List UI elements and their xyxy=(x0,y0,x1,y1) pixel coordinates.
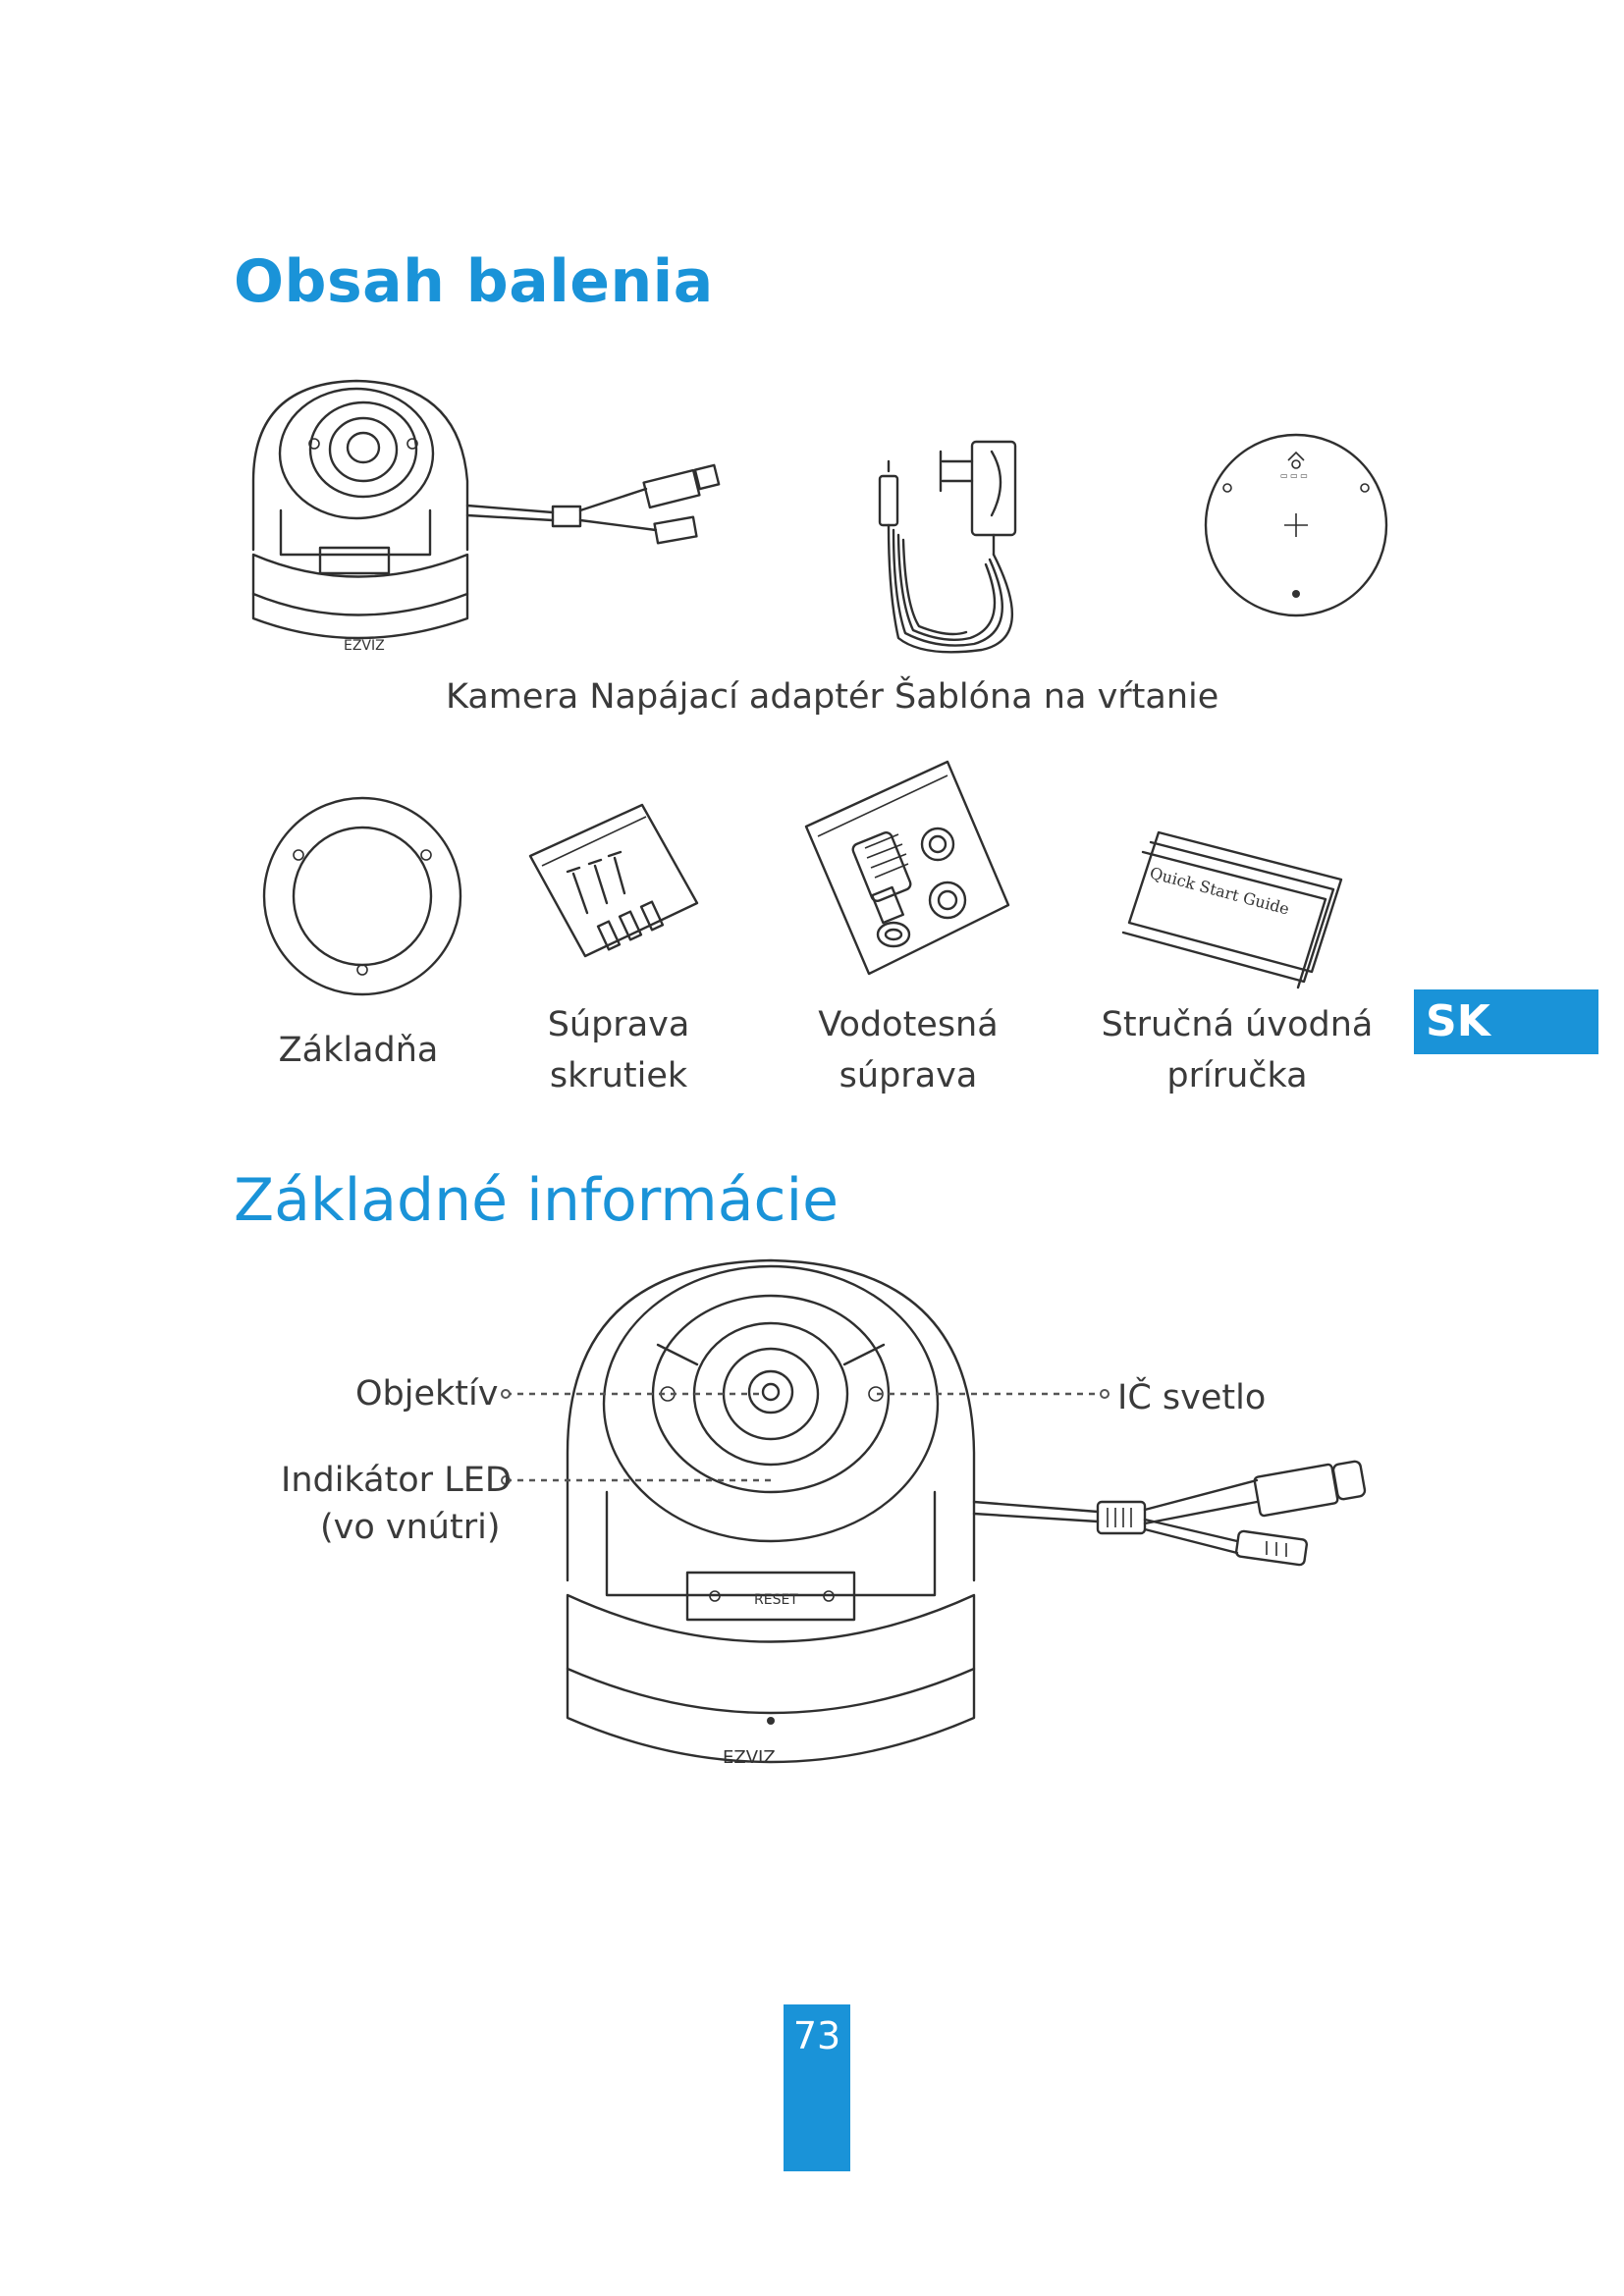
svg-text:▭ ▭ ▭: ▭ ▭ ▭ xyxy=(1280,471,1308,480)
waterproof-kit-caption-line2: súprava xyxy=(839,1056,978,1095)
diagram-brand-text: EZVIZ xyxy=(723,1747,776,1768)
lens-label: Objektív xyxy=(355,1374,499,1414)
package-section-title: Obsah balenia xyxy=(234,247,714,316)
svg-text:RESET: RESET xyxy=(754,1592,798,1608)
language-tab: SK xyxy=(1414,989,1598,1054)
page-number-tab xyxy=(784,2004,850,2171)
led-indicator-label-line1: Indikátor LED xyxy=(281,1461,512,1500)
waterproof-kit-caption-line1: Vodotesná xyxy=(818,1005,999,1044)
page-number: 73 xyxy=(792,2014,841,2057)
basics-section-title: Základné informácie xyxy=(234,1166,839,1235)
guide-caption-line2: príručka xyxy=(1166,1056,1308,1095)
led-indicator-label-line2: (vo vnútri) xyxy=(320,1508,501,1547)
screw-kit-caption-line1: Súprava xyxy=(547,1005,690,1044)
ir-light-label: IČ svetlo xyxy=(1117,1378,1267,1417)
row1-caption: Kamera Napájací adaptér Šablóna na vŕtanie xyxy=(446,677,1219,717)
guide-cover-text: Quick Start Guide xyxy=(1147,863,1292,919)
screw-kit-caption-line2: skrutiek xyxy=(549,1056,688,1095)
camera-brand-text: EZVIZ xyxy=(344,638,385,654)
base-caption: Základňa xyxy=(278,1031,439,1070)
guide-caption-line1: Stručná úvodná xyxy=(1101,1005,1374,1044)
